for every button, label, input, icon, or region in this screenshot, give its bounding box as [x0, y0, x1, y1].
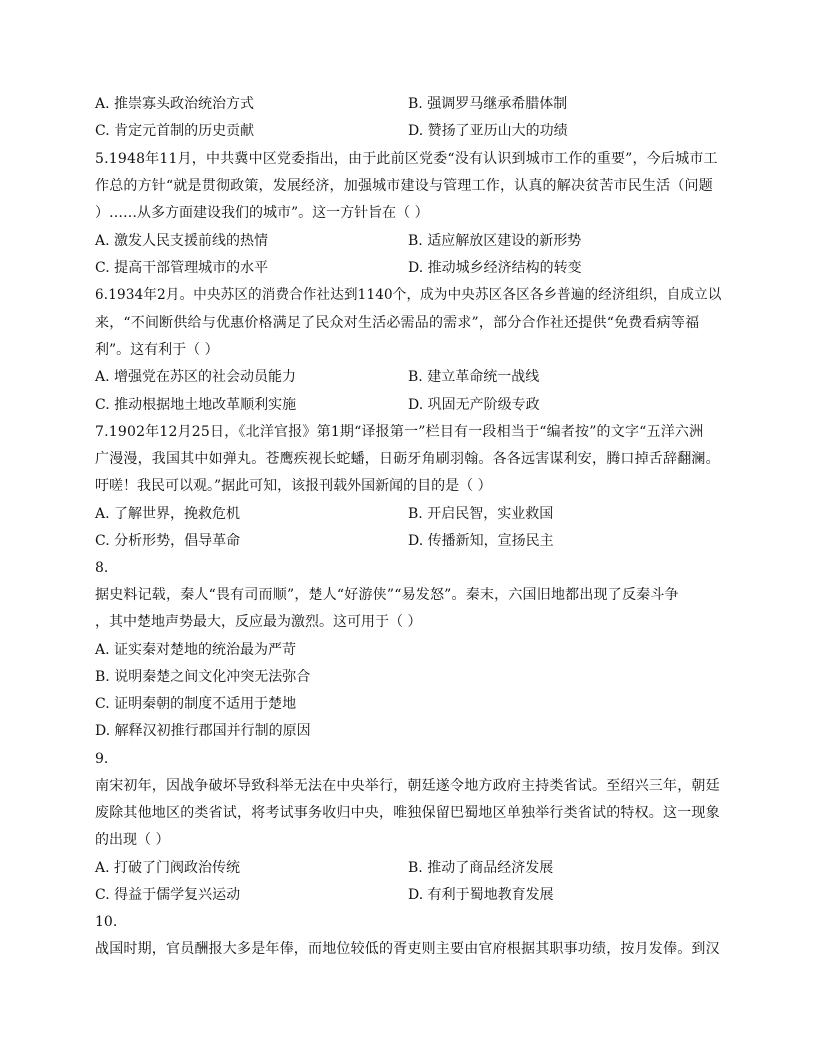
q9-option-d: D. 有利于蜀地教育发展 [408, 887, 554, 903]
q5-stem-line: 作总的方针“就是贯彻政策，发展经济，加强城市建设与管理工作，认真的解决贫苦市民生活（问题 [95, 178, 713, 194]
q9-number: 9. [95, 751, 109, 767]
q6-option-d: D. 巩固无产阶级专政 [408, 397, 540, 413]
q8-option-d: D. 解释汉初推行郡国并行制的原因 [95, 723, 311, 739]
q7-stem-line: 7.1902年12月25日，《北洋官报》第1期“译报第一”栏目有一段相当于“编者按”的文字“五洋六洲 [95, 424, 704, 440]
q7-stem-line: 广漫漫，我国其中如弹丸。苍鹰疾视长蛇蟠，日砺牙角刷羽翰。各各远害谋利安，腾口掉舌辞翻澜。 [95, 451, 720, 467]
q6-option-b: B. 建立革命统一战线 [408, 369, 540, 385]
q5-option-c: C. 提高干部管理城市的水平 [95, 260, 269, 276]
q6-option-a: A. 增强党在苏区的社会动员能力 [95, 369, 297, 385]
q9-stem-line: 南宋初年，因战争破坏导致科举无法在中央举行，朝廷遂令地方政府主持类省试。至绍兴三年，朝廷 [95, 778, 720, 794]
q7-option-a: A. 了解世界，挽救危机 [95, 506, 241, 522]
q6-stem-line: 6.1934年2月。中央苏区的消费合作社达到1140个，成为中央苏区各区各乡普遍的经济组织，自成立以 [95, 287, 722, 303]
q10-stem-line: 战国时期，官员酬报大多是年俸，而地位较低的胥吏则主要由官府根据其职事功绩，按月发俸。到汉 [95, 941, 720, 957]
q9-option-a: A. 打破了门阀政治传统 [95, 860, 241, 876]
q7-option-b: B. 开启民智，实业救国 [408, 506, 554, 522]
q7-option-d: D. 传播新知，宣扬民主 [408, 533, 554, 549]
q6-option-c: C. 推动根据地土地改革顺利实施 [95, 397, 297, 413]
q5-option-d: D. 推动城乡经济结构的转变 [408, 260, 582, 276]
q8-option-c: C. 证明秦朝的制度不适用于楚地 [95, 696, 297, 712]
q5-stem-line: ）……从多方面建设我们的城市”。这一方针旨在（ ） [95, 205, 429, 221]
q9-stem-line: 的出现（ ） [95, 832, 170, 848]
q8-option-a: A. 证实秦对楚地的统治最为严苛 [95, 642, 297, 658]
q4-option-b: B. 强调罗马继承希腊体制 [408, 96, 568, 112]
q4-option-c: C. 肯定元首制的历史贡献 [95, 123, 255, 139]
q4-option-a: A. 推崇寡头政治统治方式 [95, 96, 255, 112]
q7-option-c: C. 分析形势，倡导革命 [95, 533, 241, 549]
q8-stem-line: ，其中楚地声势最大，反应最为激烈。这可用于（ ） [95, 614, 422, 630]
q10-number: 10. [95, 914, 118, 930]
q9-stem-line: 废除其他地区的类省试，将考试事务收归中央，唯独保留巴蜀地区单独举行类省试的特权。这一现象 [95, 805, 720, 821]
q8-option-b: B. 说明秦楚之间文化冲突无法弥合 [95, 669, 311, 685]
q5-option-a: A. 激发人民支援前线的热情 [95, 233, 269, 249]
q7-stem-line: 吁嗟！我民可以观。”据此可知，该报刊载外国新闻的目的是（ ） [95, 478, 492, 494]
q6-stem-line: 来，“不间断供给与优惠价格满足了民众对生活必需品的需求”，部分合作社还提供“免费看病等福 [95, 315, 700, 331]
q4-option-d: D. 赞扬了亚历山大的功绩 [408, 123, 568, 139]
q9-option-c: C. 得益于儒学复兴运动 [95, 887, 241, 903]
q5-option-b: B. 适应解放区建设的新形势 [408, 233, 582, 249]
q8-stem-line: 据史料记载，秦人“畏有司而顺”，楚人“好游侠”“易发怒”。秦末，六国旧地都出现了反秦斗争 [95, 587, 679, 603]
q8-number: 8. [95, 560, 109, 576]
q6-stem-line: 利”。这有利于（ ） [95, 342, 219, 358]
q5-stem-line: 5.1948年11月，中共冀中区党委指出，由于此前区党委“没有认识到城市工作的重要”，今后城市工 [95, 151, 718, 167]
q9-option-b: B. 推动了商品经济发展 [408, 860, 554, 876]
